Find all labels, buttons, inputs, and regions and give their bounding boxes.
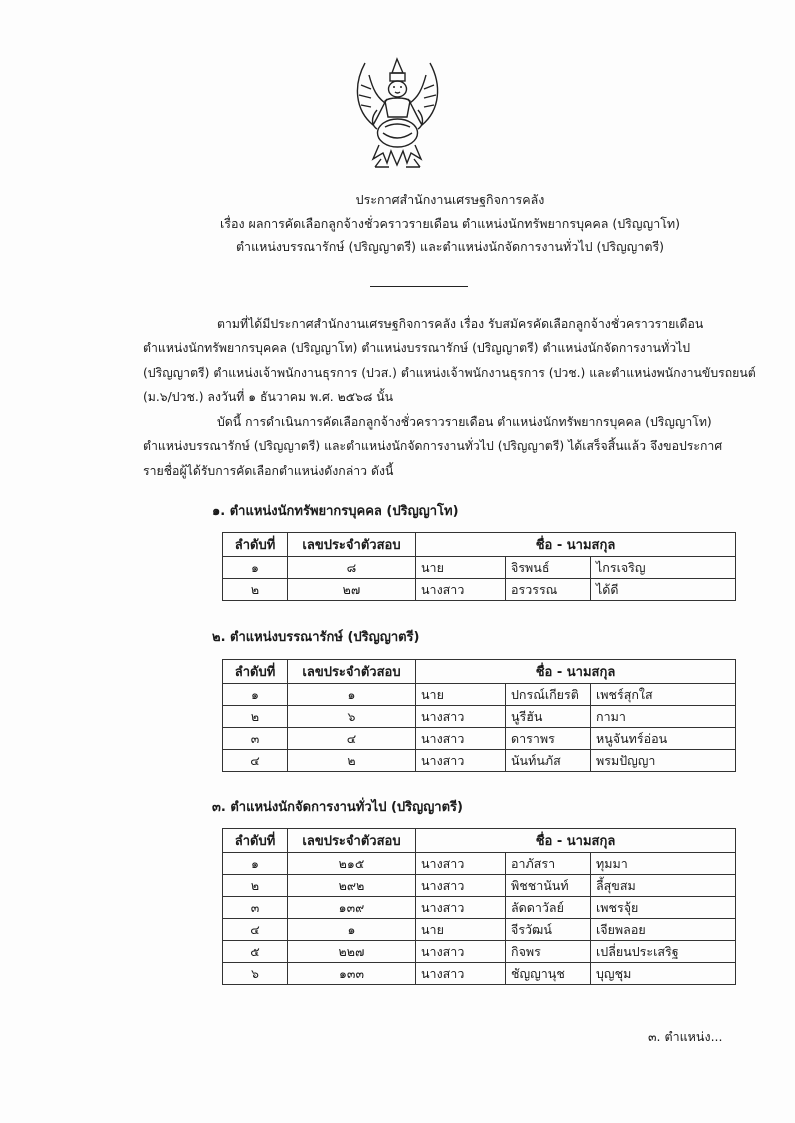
- title-line-subject: เรื่อง ผลการคัดเลือกลูกจ้างชั่วคราวรายเดือน ตำแหน่งนักทรัพยากรบุคคล (ปริญญาโท): [219, 215, 681, 231]
- table-row: [223, 706, 736, 728]
- paragraph-line: (ปริญญาตรี) ตำแหน่งเจ้าพนักงานธุรการ (ปวส.) ตำแหน่งเจ้าพนักงานธุรการ (ปวช.) และตำแหน่งพนักงานขับรถยนต์: [143, 365, 756, 380]
- cell-exam-id: ๘: [288, 557, 416, 579]
- paragraph-line: (ม.๖/ปวช.) ลงวันที่ ๑ ธันวาคม พ.ศ. ๒๕๖๘ นั้น: [143, 389, 394, 404]
- cell-title: นางสาว: [416, 941, 506, 963]
- paragraph-line: รายชื่อผู้ได้รับการคัดเลือกตำแหน่งดังกล่าว ดังนี้: [143, 463, 394, 478]
- table-header-row: [223, 533, 736, 557]
- results-table-general-admin: [222, 828, 736, 985]
- table-row: [223, 750, 736, 772]
- header-exam-id: เลขประจำตัวสอบ: [288, 533, 416, 557]
- cell-index: ๔: [223, 919, 288, 941]
- cell-exam-id: ๑๓๓: [288, 963, 416, 985]
- cell-exam-id: ๑: [288, 684, 416, 706]
- cell-exam-id: ๖: [288, 706, 416, 728]
- cell-exam-id: ๒: [288, 750, 416, 772]
- cell-title: นาย: [416, 684, 506, 706]
- cell-first-name: กิจพร: [506, 941, 591, 963]
- cell-exam-id: ๒๑๕: [288, 853, 416, 875]
- paragraph-line: ตำแหน่งบรรณารักษ์ (ปริญญาตรี) และตำแหน่งนักจัดการงานทั่วไป (ปริญญาตรี) ได้เสร็จสิ้นแล้ว จึงขอประกาศ: [143, 439, 723, 454]
- paragraph-line: บัดนี้ การดำเนินการคัดเลือกลูกจ้างชั่วคราวรายเดือน ตำแหน่งนักทรัพยากรบุคคล (ปริญญาโท): [217, 415, 712, 429]
- cell-index: ๖: [223, 963, 288, 985]
- cell-first-name: อรวรรณ: [506, 579, 591, 601]
- table-row: [223, 853, 736, 875]
- cell-title: นางสาว: [416, 963, 506, 985]
- paragraph-line: ตามที่ได้มีประกาศสำนักงานเศรษฐกิจการคลัง เรื่อง รับสมัครคัดเลือกลูกจ้างชั่วคราวรายเดือน: [217, 317, 704, 331]
- table-row: [223, 557, 736, 579]
- cell-last-name: เปลี่ยนประเสริฐ: [591, 941, 736, 963]
- cell-last-name: กามา: [591, 706, 736, 728]
- cell-index: ๑: [223, 853, 288, 875]
- cell-first-name: นูรีฮัน: [506, 706, 591, 728]
- header-index: ลำดับที่: [223, 660, 288, 684]
- table-row: [223, 579, 736, 601]
- cell-index: ๑: [223, 557, 288, 579]
- cell-title: นางสาว: [416, 579, 506, 601]
- header-exam-id: เลขประจำตัวสอบ: [288, 660, 416, 684]
- title-line-subject-cont: ตำแหน่งบรรณารักษ์ (ปริญญาตรี) และตำแหน่งนักจัดการงานทั่วไป (ปริญญาตรี): [235, 239, 665, 254]
- header-exam-id: เลขประจำตัวสอบ: [288, 829, 416, 853]
- cell-title: นางสาว: [416, 897, 506, 919]
- garuda-emblem-icon: [345, 55, 450, 180]
- cell-title: นางสาว: [416, 728, 506, 750]
- title-divider: [370, 286, 468, 287]
- table-row: [223, 728, 736, 750]
- cell-first-name: ลัดดาวัลย์: [506, 897, 591, 919]
- cell-first-name: พิชชานันท์: [506, 875, 591, 897]
- title-line-issuer: ประกาศสำนักงานเศรษฐกิจการคลัง: [355, 192, 545, 207]
- section-heading-librarian: ๒. ตำแหน่งบรรณารักษ์ (ปริญญาตรี): [212, 630, 420, 645]
- header-index: ลำดับที่: [223, 829, 288, 853]
- cell-last-name: บุญชุม: [591, 963, 736, 985]
- cell-last-name: ไกรเจริญ: [591, 557, 736, 579]
- cell-first-name: ดาราพร: [506, 728, 591, 750]
- cell-index: ๑: [223, 684, 288, 706]
- table-row: [223, 684, 736, 706]
- cell-index: ๔: [223, 750, 288, 772]
- paragraph-result: [143, 410, 759, 483]
- table-row: [223, 919, 736, 941]
- cell-title: นางสาว: [416, 853, 506, 875]
- cell-last-name: หนูจันทร์อ่อน: [591, 728, 736, 750]
- cell-last-name: เจียพลอย: [591, 919, 736, 941]
- cell-exam-id: ๒๗: [288, 579, 416, 601]
- cell-first-name: ปกรณ์เกียรติ: [506, 684, 591, 706]
- cell-index: ๓: [223, 897, 288, 919]
- cell-title: นางสาว: [416, 750, 506, 772]
- table-header-row: [223, 829, 736, 853]
- table-row: [223, 875, 736, 897]
- cell-index: ๕: [223, 941, 288, 963]
- cell-index: ๒: [223, 579, 288, 601]
- cell-last-name: ได้ดี: [591, 579, 736, 601]
- cell-exam-id: ๒๒๗: [288, 941, 416, 963]
- results-table-hr: [222, 532, 736, 601]
- cell-title: นางสาว: [416, 706, 506, 728]
- section-heading-hr: ๑. ตำแหน่งนักทรัพยากรบุคคล (ปริญญาโท): [212, 504, 459, 519]
- cell-index: ๒: [223, 706, 288, 728]
- cell-title: นาย: [416, 919, 506, 941]
- header-name: ชื่อ - นามสกุล: [416, 533, 736, 557]
- cell-exam-id: ๔: [288, 728, 416, 750]
- cell-last-name: ทุมมา: [591, 853, 736, 875]
- header-index: ลำดับที่: [223, 533, 288, 557]
- paragraph-background: [143, 312, 759, 409]
- table-row: [223, 897, 736, 919]
- cell-exam-id: ๑๓๙: [288, 897, 416, 919]
- table-header-row: [223, 660, 736, 684]
- cell-exam-id: ๑: [288, 919, 416, 941]
- cell-exam-id: ๒๙๒: [288, 875, 416, 897]
- cell-last-name: พรมปัญญา: [591, 750, 736, 772]
- cell-first-name: ชัญญานุช: [506, 963, 591, 985]
- cell-first-name: อาภัสรา: [506, 853, 591, 875]
- table-row: [223, 963, 736, 985]
- announcement-title: [140, 188, 760, 259]
- page-continuation-marker: ๓. ตำแหน่ง...: [648, 1029, 723, 1044]
- table-row: [223, 941, 736, 963]
- paragraph-line: ตำแหน่งนักทรัพยากรบุคคล (ปริญญาโท) ตำแหน่งบรรณารักษ์ (ปริญญาตรี) ตำแหน่งนักจัดการงานทั่วไป: [143, 341, 691, 356]
- cell-index: ๓: [223, 728, 288, 750]
- results-table-librarian: [222, 659, 736, 772]
- cell-title: นางสาว: [416, 875, 506, 897]
- cell-index: ๒: [223, 875, 288, 897]
- cell-last-name: เพชรจุ้ย: [591, 897, 736, 919]
- cell-last-name: เพชร์สุกใส: [591, 684, 736, 706]
- cell-first-name: จิรพนธ์: [506, 557, 591, 579]
- cell-first-name: นันท์นภัส: [506, 750, 591, 772]
- header-name: ชื่อ - นามสกุล: [416, 660, 736, 684]
- cell-title: นาย: [416, 557, 506, 579]
- cell-first-name: จีรวัฒน์: [506, 919, 591, 941]
- header-name: ชื่อ - นามสกุล: [416, 829, 736, 853]
- cell-last-name: ลี้สุขสม: [591, 875, 736, 897]
- section-heading-general-admin: ๓. ตำแหน่งนักจัดการงานทั่วไป (ปริญญาตรี): [212, 800, 463, 815]
